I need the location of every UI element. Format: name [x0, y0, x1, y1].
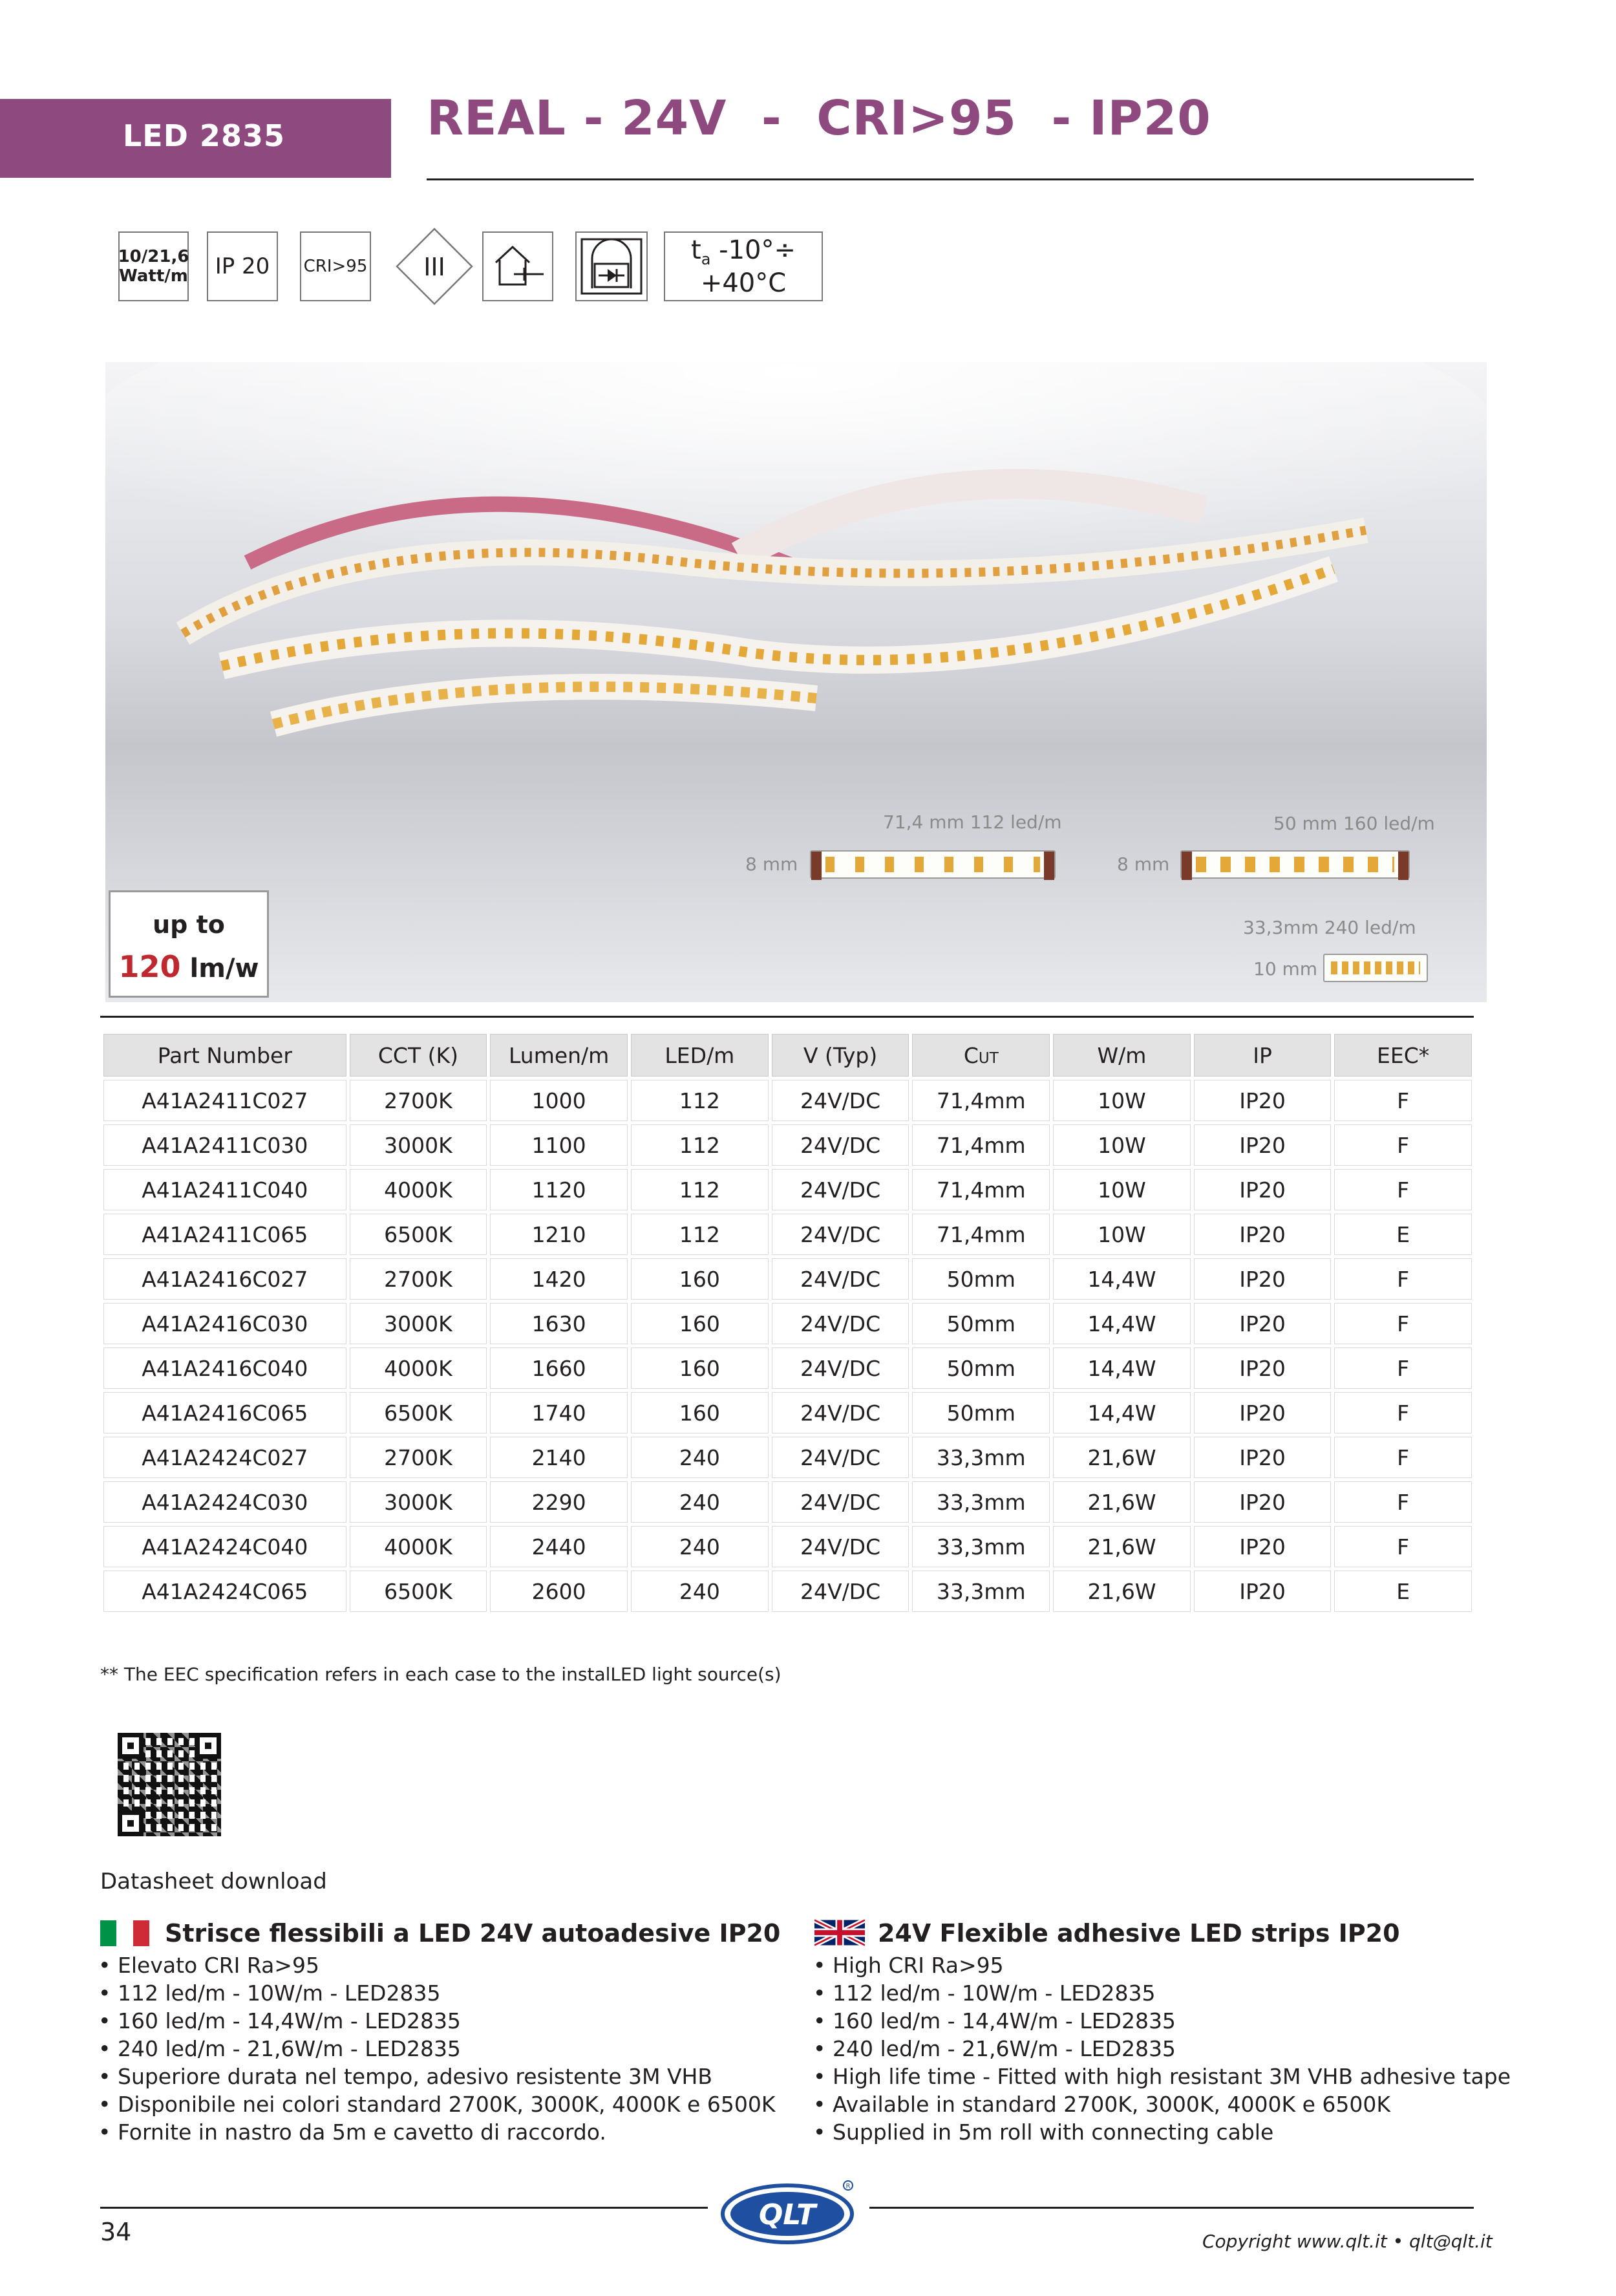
table-cell: 112 [631, 1169, 769, 1210]
efficacy-value: 120 lm/w [118, 949, 259, 984]
width-label-240: 10 mm [1253, 958, 1318, 980]
table-cell: 24V/DC [772, 1080, 909, 1121]
page-title: REAL - 24V - CRI>95 - IP20 [427, 91, 1211, 146]
caption-112-led: 71,4 mm 112 led/m [883, 811, 1062, 833]
led-driver-icon [575, 231, 648, 301]
table-cell: 71,4mm [912, 1214, 1050, 1255]
table-cell: 33,3mm [912, 1571, 1050, 1612]
table-cell: 10W [1053, 1169, 1191, 1210]
table-cell: 71,4mm [912, 1124, 1050, 1166]
ip-rating-label: IP 20 [215, 253, 270, 279]
table-cell: 2700K [350, 1258, 487, 1300]
table-row [103, 1124, 1472, 1166]
ip-rating-box [207, 231, 278, 301]
table-cell: F [1334, 1392, 1472, 1433]
strip-sample-160-led [1180, 850, 1410, 879]
col-header-eec: EEC* [1334, 1034, 1472, 1077]
table-cell: IP20 [1194, 1080, 1332, 1121]
footer-rule-left [100, 2207, 708, 2209]
temperature-label: $t_a$ -10°÷ +40°C [691, 235, 796, 298]
col-header-part-number: Part Number [103, 1034, 346, 1077]
table-cell: 2440 [490, 1526, 628, 1567]
table-cell: 24V/DC [772, 1124, 909, 1166]
cri-label: CRI>95 [303, 257, 368, 276]
table-cell: A41A2411C065 [103, 1214, 346, 1255]
efficacy-box [109, 890, 269, 998]
table-cell: 3000K [350, 1303, 487, 1344]
table-cell: 6500K [350, 1571, 487, 1612]
table-row [103, 1392, 1472, 1433]
table-cell: IP20 [1194, 1124, 1332, 1166]
width-label-112: 8 mm [745, 853, 798, 875]
strip-sample-112-led [810, 850, 1056, 879]
table-cell: 14,4W [1053, 1392, 1191, 1433]
features-en-list [813, 1951, 1511, 2146]
list-item: • Elevato CRI Ra>95 [98, 1951, 775, 1979]
table-cell: 112 [631, 1214, 769, 1255]
table-cell: 71,4mm [912, 1169, 1050, 1210]
table-cell: 4000K [350, 1347, 487, 1389]
col-header-lumen: Lumen/m [490, 1034, 628, 1077]
eec-footnote: ** The EEC specification refers in each case to the instalLED light source(s) [100, 1664, 781, 1685]
table-cell: A41A2424C027 [103, 1437, 346, 1478]
col-header-voltage: V (Typ) [772, 1034, 909, 1077]
table-cell: A41A2424C040 [103, 1526, 346, 1567]
list-item: • Fornite in nastro da 5m e cavetto di raccordo. [98, 2118, 775, 2146]
table-cell: 1120 [490, 1169, 628, 1210]
table-cell: A41A2411C040 [103, 1169, 346, 1210]
list-item: • Supplied in 5m roll with connecting cable [813, 2118, 1511, 2146]
list-item: • 160 led/m - 14,4W/m - LED2835 [813, 2007, 1511, 2035]
table-cell: 10W [1053, 1214, 1191, 1255]
table-cell: IP20 [1194, 1437, 1332, 1478]
datasheet-download-label: Datasheet download [100, 1869, 327, 1894]
table-cell: 50mm [912, 1303, 1050, 1344]
list-item: • 240 led/m - 21,6W/m - LED2835 [98, 2035, 775, 2063]
footer-rule-right [869, 2207, 1474, 2209]
table-cell: 160 [631, 1258, 769, 1300]
indoor-use-icon [482, 231, 553, 301]
table-cell: 160 [631, 1392, 769, 1433]
list-item: • Available in standard 2700K, 3000K, 4000K e 6500K [813, 2090, 1511, 2118]
product-photo [105, 362, 1487, 1002]
table-cell: 160 [631, 1303, 769, 1344]
table-row [103, 1437, 1472, 1478]
table-cell: 33,3mm [912, 1481, 1050, 1523]
table-cell: 112 [631, 1080, 769, 1121]
efficacy-prefix: up to [153, 910, 225, 939]
table-cell: F [1334, 1303, 1472, 1344]
safety-class-label: III [423, 253, 445, 281]
table-cell: IP20 [1194, 1481, 1332, 1523]
table-cell: 240 [631, 1481, 769, 1523]
table-cell: 1100 [490, 1124, 628, 1166]
table-cell: F [1334, 1526, 1472, 1567]
table-cell: 1000 [490, 1080, 628, 1121]
table-header-row [103, 1034, 1472, 1077]
svg-text:R: R [845, 2183, 851, 2190]
cri-box [300, 231, 371, 301]
table-cell: 33,3mm [912, 1526, 1050, 1567]
table-cell: 71,4mm [912, 1080, 1050, 1121]
table-cell: 1210 [490, 1214, 628, 1255]
list-item: • Disponibile nei colori standard 2700K, 3000K, 4000K e 6500K [98, 2090, 775, 2118]
table-cell: 21,6W [1053, 1437, 1191, 1478]
table-cell: A41A2424C030 [103, 1481, 346, 1523]
title-divider [427, 178, 1474, 180]
table-cell: IP20 [1194, 1347, 1332, 1389]
table-cell: E [1334, 1214, 1472, 1255]
table-row [103, 1571, 1472, 1612]
table-cell: 24V/DC [772, 1169, 909, 1210]
table-cell: 14,4W [1053, 1303, 1191, 1344]
table-cell: 24V/DC [772, 1392, 909, 1433]
qlt-logo [719, 2178, 858, 2248]
table-cell: A41A2416C027 [103, 1258, 346, 1300]
table-cell: 4000K [350, 1169, 487, 1210]
power-unit: Watt/m [119, 266, 188, 286]
list-item: • Superiore durata nel tempo, adesivo resistente 3M VHB [98, 2063, 775, 2090]
col-header-led: LED/m [631, 1034, 769, 1077]
table-cell: F [1334, 1481, 1472, 1523]
table-row [103, 1258, 1472, 1300]
table-cell: 24V/DC [772, 1214, 909, 1255]
table-row [103, 1169, 1472, 1210]
col-header-power: W/m [1053, 1034, 1191, 1077]
table-cell: F [1334, 1347, 1472, 1389]
table-cell: 2700K [350, 1437, 487, 1478]
logo-text: QLT [758, 2198, 816, 2231]
table-cell: A41A2416C040 [103, 1347, 346, 1389]
table-cell: 50mm [912, 1392, 1050, 1433]
table-cell: 24V/DC [772, 1303, 909, 1344]
ambient-temperature-box [664, 231, 823, 301]
table-cell: IP20 [1194, 1303, 1332, 1344]
col-header-cut: Cut [912, 1034, 1050, 1077]
table-cell: 2700K [350, 1080, 487, 1121]
table-cell: 240 [631, 1571, 769, 1612]
table-cell: F [1334, 1124, 1472, 1166]
table-cell: 1420 [490, 1258, 628, 1300]
table-cell: 4000K [350, 1526, 487, 1567]
col-header-cct: CCT (K) [350, 1034, 487, 1077]
table-cell: 2140 [490, 1437, 628, 1478]
table-cell: F [1334, 1258, 1472, 1300]
table-cell: 24V/DC [772, 1347, 909, 1389]
features-en-title: 24V Flexible adhesive LED strips IP20 [878, 1919, 1400, 1947]
width-label-160: 8 mm [1117, 853, 1170, 875]
datasheet-qr-code[interactable] [118, 1733, 221, 1836]
table-cell: 24V/DC [772, 1571, 909, 1612]
table-divider [100, 1016, 1474, 1018]
led-strip-reel-illustration [105, 362, 1487, 815]
copyright-text: Copyright www.qlt.it • qlt@qlt.it [1202, 2231, 1493, 2252]
table-cell: 2600 [490, 1571, 628, 1612]
table-cell: 24V/DC [772, 1526, 909, 1567]
table-cell: 1740 [490, 1392, 628, 1433]
col-header-ip: IP [1194, 1034, 1332, 1077]
table-cell: 33,3mm [912, 1437, 1050, 1478]
table-cell: 3000K [350, 1124, 487, 1166]
caption-160-led: 50 mm 160 led/m [1273, 813, 1435, 834]
table-cell: 21,6W [1053, 1481, 1191, 1523]
caption-240-led: 33,3mm 240 led/m [1243, 917, 1416, 938]
table-cell: A41A2416C065 [103, 1392, 346, 1433]
features-it-list [98, 1951, 775, 2146]
list-item: • High life time - Fitted with high resistant 3M VHB adhesive tape [813, 2063, 1511, 2090]
product-family-label: LED 2835 [123, 118, 285, 153]
features-it-title: Strisce flessibili a LED 24V autoadesive IP20 [165, 1919, 781, 1947]
table-cell: 24V/DC [772, 1481, 909, 1523]
table-cell: A41A2424C065 [103, 1571, 346, 1612]
table-cell: 10W [1053, 1080, 1191, 1121]
spec-table [100, 1031, 1475, 1615]
list-item: • 112 led/m - 10W/m - LED2835 [813, 1979, 1511, 2007]
table-cell: A41A2411C030 [103, 1124, 346, 1166]
table-cell: A41A2411C027 [103, 1080, 346, 1121]
table-cell: 3000K [350, 1481, 487, 1523]
table-cell: 50mm [912, 1347, 1050, 1389]
table-cell: F [1334, 1437, 1472, 1478]
table-cell: E [1334, 1571, 1472, 1612]
table-cell: 112 [631, 1124, 769, 1166]
power-value: 10/21,6 [118, 247, 189, 266]
table-cell: F [1334, 1169, 1472, 1210]
table-cell: 14,4W [1053, 1347, 1191, 1389]
table-cell: 240 [631, 1526, 769, 1567]
table-cell: 50mm [912, 1258, 1050, 1300]
table-cell: IP20 [1194, 1258, 1332, 1300]
table-cell: IP20 [1194, 1214, 1332, 1255]
list-item: • 112 led/m - 10W/m - LED2835 [98, 1979, 775, 2007]
table-cell: 24V/DC [772, 1258, 909, 1300]
table-cell: F [1334, 1080, 1472, 1121]
table-row [103, 1347, 1472, 1389]
table-row [103, 1080, 1472, 1121]
power-spec-box [118, 231, 189, 301]
table-cell: IP20 [1194, 1571, 1332, 1612]
page-number: 34 [100, 2218, 132, 2246]
table-cell: 6500K [350, 1214, 487, 1255]
table-row [103, 1481, 1472, 1523]
table-cell: 10W [1053, 1124, 1191, 1166]
table-cell: 21,6W [1053, 1526, 1191, 1567]
safety-class-icon [394, 226, 474, 306]
strip-sample-240-led [1323, 954, 1428, 982]
table-cell: 2290 [490, 1481, 628, 1523]
table-cell: IP20 [1194, 1169, 1332, 1210]
italian-flag-icon [100, 1920, 149, 1946]
table-cell: 160 [631, 1347, 769, 1389]
table-cell: A41A2416C030 [103, 1303, 346, 1344]
uk-flag-icon [814, 1919, 865, 1946]
list-item: • 240 led/m - 21,6W/m - LED2835 [813, 2035, 1511, 2063]
table-cell: 6500K [350, 1392, 487, 1433]
table-cell: IP20 [1194, 1526, 1332, 1567]
table-cell: 1660 [490, 1347, 628, 1389]
table-row [103, 1214, 1472, 1255]
table-row [103, 1303, 1472, 1344]
table-cell: 14,4W [1053, 1258, 1191, 1300]
table-row [103, 1526, 1472, 1567]
product-family-badge [0, 99, 391, 178]
list-item: • High CRI Ra>95 [813, 1951, 1511, 1979]
table-cell: IP20 [1194, 1392, 1332, 1433]
table-cell: 1630 [490, 1303, 628, 1344]
table-cell: 240 [631, 1437, 769, 1478]
table-cell: 21,6W [1053, 1571, 1191, 1612]
table-cell: 24V/DC [772, 1437, 909, 1478]
list-item: • 160 led/m - 14,4W/m - LED2835 [98, 2007, 775, 2035]
